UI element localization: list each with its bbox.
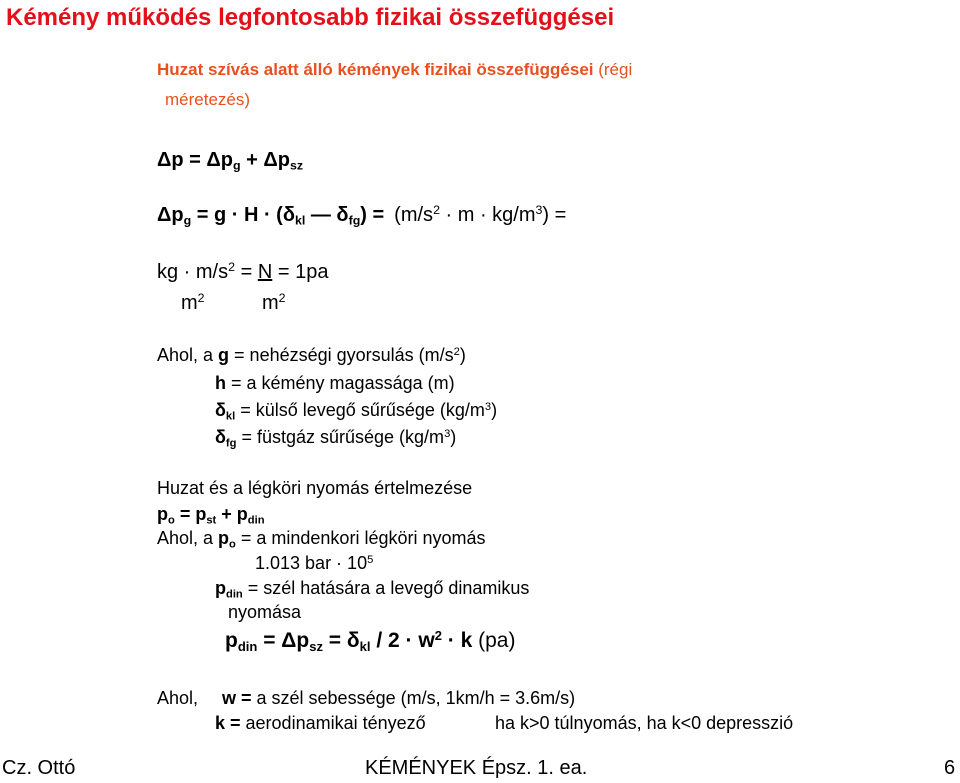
- unit-text: kg · m/s: [157, 261, 229, 283]
- definition-text: ): [491, 400, 498, 420]
- unit-text: =: [235, 261, 258, 283]
- formula-text: Δp: [157, 204, 184, 226]
- subscript-din: din: [247, 514, 265, 527]
- unit-text: ) =: [542, 204, 567, 226]
- unit-newton: N: [257, 261, 273, 283]
- unit-text: (m/s: [394, 204, 434, 226]
- symbol-g: g: [218, 345, 230, 365]
- definition-text: = nehézségi gyorsulás (m/s: [229, 345, 454, 365]
- subtitle-note-continued: méretezés): [165, 90, 251, 109]
- formula-text: = δ: [322, 629, 360, 652]
- unit-derivation: [157, 260, 328, 284]
- formula-text: = Δp: [257, 629, 310, 652]
- definition-text: = külső levegő sűrűsége (kg/m: [235, 400, 485, 420]
- subscript-o: o: [168, 514, 175, 527]
- superscript-2: 2: [197, 291, 205, 306]
- section-heading: Huzat és a légköri nyomás értelmezése: [157, 478, 473, 498]
- formula-text: · k: [441, 629, 473, 652]
- definition-text: Ahol, a: [157, 345, 219, 365]
- formula-pressure-sum: [157, 504, 265, 525]
- definition-h: [215, 373, 455, 394]
- formula-text: ) =: [360, 204, 385, 226]
- superscript-5: 5: [367, 553, 374, 566]
- subscript-fg: fg: [225, 437, 237, 450]
- symbol-p: p: [218, 528, 230, 548]
- unit-text: m: [262, 292, 279, 314]
- superscript-2: 2: [433, 203, 440, 218]
- formula-text: = g · H · (δ: [191, 204, 295, 226]
- unit-text: (pa): [472, 629, 516, 652]
- superscript-3: 3: [444, 427, 451, 440]
- formula-text: + Δp: [240, 149, 290, 171]
- formula-total-pressure: [157, 148, 303, 172]
- symbol-w: w =: [222, 688, 252, 708]
- definition-rho-kl: [215, 400, 497, 421]
- formula-text: Δp = Δp: [157, 149, 233, 171]
- subscript-g: g: [183, 213, 192, 228]
- subscript-o: o: [229, 538, 236, 551]
- definition-text: = szél hatására a levegő dinamikus: [242, 578, 530, 598]
- formula-gravity-draft: [157, 203, 566, 227]
- definition-text: = füstgáz sűrűsége (kg/m: [236, 427, 445, 447]
- value-text: 1.013 bar · 10: [255, 553, 368, 573]
- footer-author: Cz. Ottó: [2, 757, 76, 779]
- subscript-st: st: [206, 514, 217, 527]
- formula-text: + p: [216, 504, 248, 524]
- unit-text: m: [181, 292, 198, 314]
- subtitle-line: [157, 59, 632, 81]
- unit-text: = 1pa: [272, 261, 329, 283]
- formula-text: / 2 · w: [370, 629, 435, 652]
- symbol-p: p: [215, 578, 226, 598]
- symbol-delta: δ: [215, 427, 226, 447]
- symbol-delta: δ: [215, 400, 226, 420]
- superscript-3: 3: [535, 203, 543, 218]
- definition-text: ): [450, 427, 457, 447]
- symbol-k: k =: [215, 713, 241, 733]
- subscript-sz: sz: [289, 158, 304, 173]
- formula-text: — δ: [305, 204, 349, 226]
- definition-w: [222, 688, 575, 709]
- definition-text: aerodinamikai tényező: [240, 713, 426, 733]
- definition-text: = a mindenkori légköri nyomás: [235, 528, 486, 548]
- formula-text: p: [157, 504, 168, 524]
- definition-text: = a kémény magassága (m): [226, 373, 455, 393]
- definition-text: Ahol, a: [157, 528, 219, 548]
- atmospheric-pressure-value: [255, 553, 373, 574]
- formula-dynamic-pressure: [225, 628, 515, 653]
- subscript-kl: kl: [359, 638, 371, 654]
- symbol-h: h: [215, 373, 226, 393]
- formula-text: = p: [174, 504, 207, 524]
- subtitle-note: (régi: [593, 60, 633, 79]
- superscript-2: 2: [434, 627, 442, 643]
- subscript-sz: sz: [309, 638, 323, 654]
- unit-text: · m · kg/m: [439, 204, 536, 226]
- formula-text: p: [225, 629, 238, 652]
- unit-denominator-1: [181, 291, 205, 315]
- definition-p-din: [215, 578, 529, 599]
- unit-denominator-2: [262, 291, 286, 315]
- definition-rho-fg: [215, 427, 456, 448]
- definition-k: [215, 713, 426, 734]
- definition-k-note: ha k>0 túlnyomás, ha k<0 depresszió: [495, 713, 794, 733]
- slide-title: Kémény működés legfontosabb fizikai összefüggései: [6, 4, 615, 31]
- superscript-3: 3: [484, 400, 492, 413]
- definition-text: ): [459, 345, 466, 365]
- subtitle-heading: Huzat szívás alatt álló kémények fizikai összefüggései: [157, 60, 594, 79]
- subscript-g: g: [232, 158, 241, 173]
- superscript-2: 2: [278, 291, 286, 306]
- definition-p-din-continued: nyomása: [228, 602, 302, 622]
- subscript-kl: kl: [294, 213, 306, 228]
- subscript-din: din: [226, 588, 243, 601]
- footer-course: KÉMÉNYEK Épsz. 1. ea.: [365, 757, 588, 779]
- footer-page-number: 6: [944, 757, 956, 779]
- definition-p-o: [157, 528, 486, 549]
- superscript-2: 2: [453, 345, 460, 358]
- subscript-kl: kl: [225, 410, 236, 423]
- subscript-din: din: [237, 638, 258, 654]
- wind-ahol-label: Ahol,: [157, 688, 199, 708]
- definition-text: a szél sebessége (m/s, 1km/h = 3.6m/s): [251, 688, 576, 708]
- subscript-fg: fg: [348, 213, 361, 228]
- definition-g: [157, 345, 466, 366]
- superscript-2: 2: [228, 260, 236, 275]
